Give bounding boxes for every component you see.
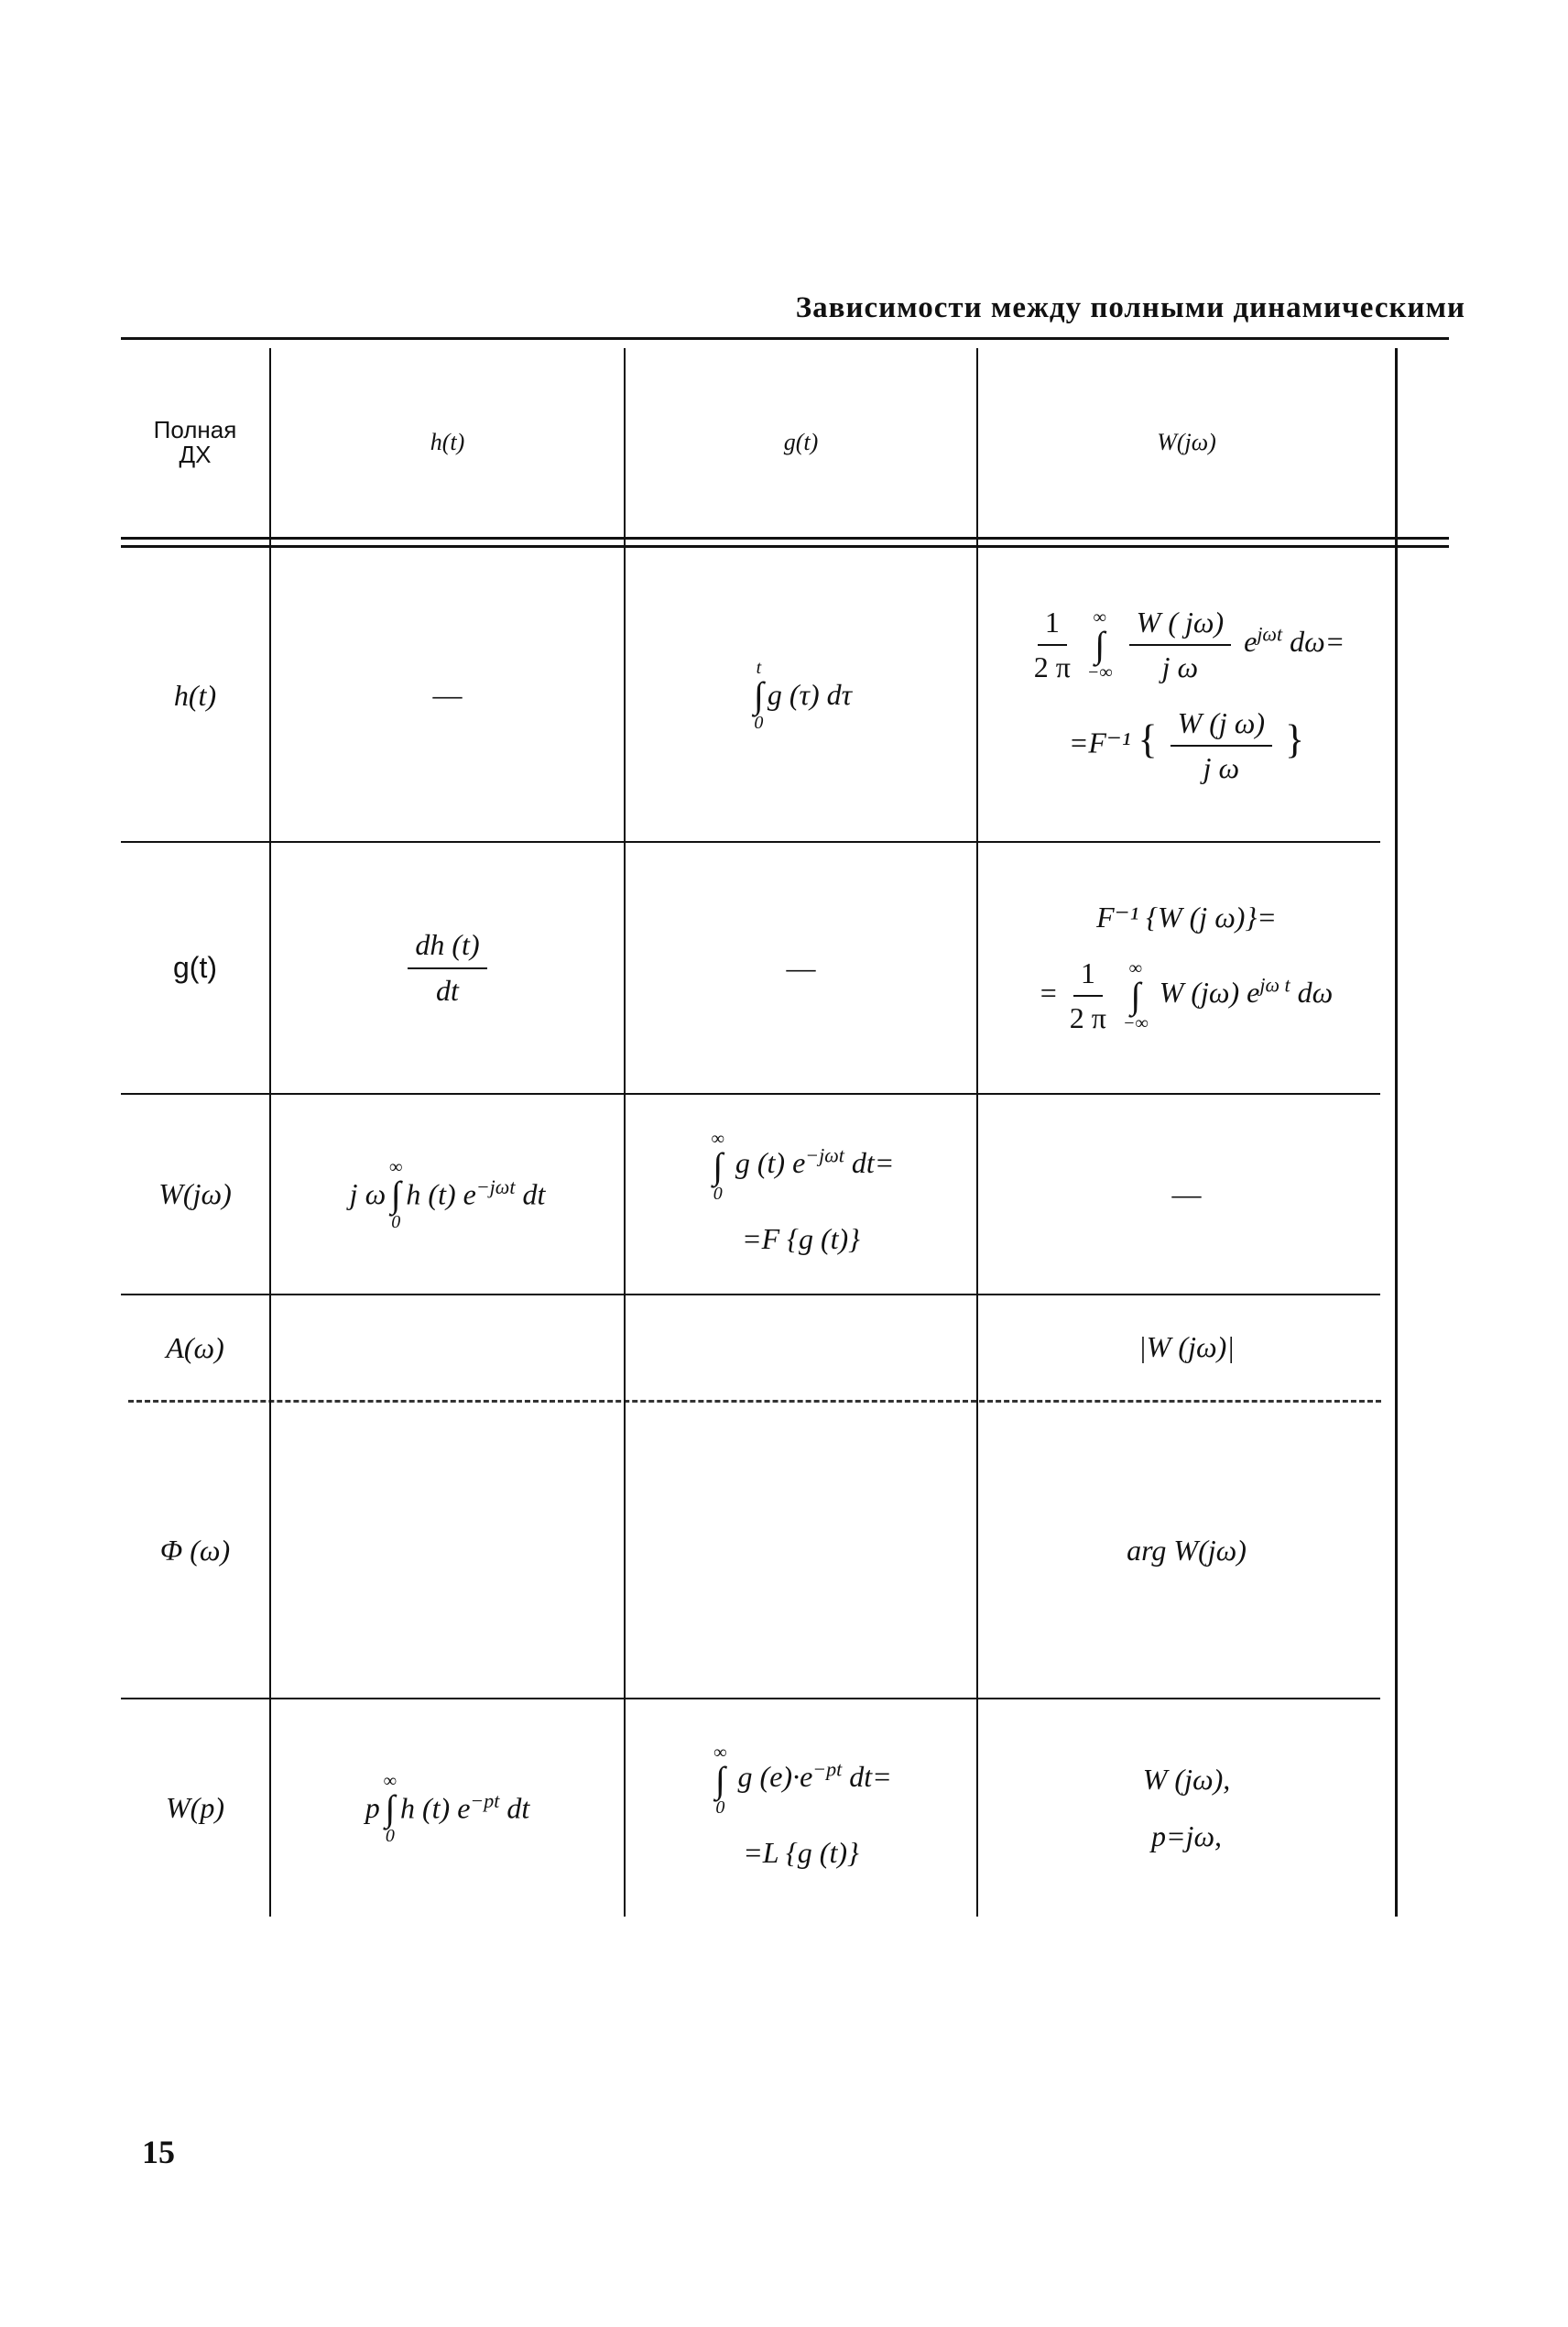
laplace-line: =L {g (t)} [743, 1835, 859, 1869]
cell-h-from-w: $\frac{1}{2 \pi}$ ∞ ∫ −∞ $\frac{W ( j\omega)}{\text{j ω}}$ $e^{j\omega t}$ dω= =F⁻¹ { $\frac{\text{W (j ω)}}{\text{j ω}}$ } [978, 550, 1395, 841]
integral-upper: ∞ [389, 1156, 403, 1177]
substitution-line-1: W (jω), [1142, 1763, 1231, 1797]
column-header-g: g(t) [783, 429, 819, 455]
lead-fraction [1070, 954, 1106, 1038]
integrand-tail: h (t) $e^{-pt}$ dt [400, 1789, 530, 1825]
frac-num: W ( jω) [1129, 603, 1231, 646]
corner-header: Полная ДХ [153, 415, 237, 468]
integral-upper: ∞ [383, 1770, 397, 1791]
row-header-p: W(p) [166, 1791, 224, 1824]
row-header-g: g(t) [173, 951, 217, 984]
cell-p-from-g [626, 1699, 976, 1917]
table-caption: Зависимости между полными динамическими [795, 291, 1465, 324]
integrand-fraction [1129, 603, 1231, 687]
row-rule-dashed [128, 1400, 1381, 1403]
integral-upper: ∞ [1093, 606, 1106, 628]
header-double-rule-bottom [121, 545, 1449, 548]
integral-upper: ∞ [1128, 958, 1142, 979]
integral-upper: t [756, 658, 762, 678]
frac-num: dh (t) [408, 925, 486, 968]
cell-w-from-g [626, 1095, 976, 1294]
cell-g-from-h [271, 843, 624, 1093]
integral-sign: ∞ ∫ 0 [389, 1156, 403, 1232]
integrand-tail: g (t) $e^{-j\omega t}$ dt= [735, 1143, 895, 1180]
derivative-fraction [408, 925, 486, 1010]
integral-sign: t ∫ 0 [753, 658, 764, 733]
row-header-a: A(ω) [166, 1330, 224, 1364]
integrand-tail: g $(e)\cdot e^{-pt}$ dt= [737, 1757, 892, 1794]
cell-g-from-w: F⁻¹ {W (j ω)}= = $\frac{1}{2 \pi}$ ∞ ∫ −∞ W (jω) $e^{j\omega t}$ dω [978, 843, 1395, 1093]
integral-lower: 0 [385, 1825, 395, 1846]
integral-sign: ∞ ∫ 0 [711, 1128, 724, 1204]
substitution-line-2: p=jω, [1150, 1819, 1223, 1852]
integral-lower: −∞ [1122, 1013, 1149, 1034]
dash-mark: — [432, 678, 463, 712]
integral-upper: ∞ [711, 1128, 724, 1149]
integral-lower: 0 [391, 1211, 401, 1232]
lead-num: 1 [1073, 954, 1103, 997]
integral-upper: ∞ [713, 1742, 727, 1763]
integrand: g (τ) dτ [767, 678, 853, 712]
cell-phi-from-w [978, 1404, 1395, 1698]
amplitude-expression: |W (jω)| [1138, 1330, 1236, 1364]
prefix: j ω [349, 1176, 387, 1210]
inverse-fourier-prefix: =F⁻¹ [1068, 726, 1131, 759]
inverse-fourier-fraction [1171, 704, 1272, 788]
integral-sign: ∞ ∫ 0 [713, 1742, 727, 1818]
lead-fraction [1034, 603, 1071, 687]
integral-lower: 0 [754, 713, 764, 733]
frac-num: W (j ω) [1171, 704, 1272, 747]
fourier-line: =F {g (t)} [742, 1221, 860, 1255]
integral-sign: ∞ ∫ −∞ [1122, 958, 1149, 1034]
integral-lower: 0 [715, 1797, 725, 1818]
integral-lower: 0 [713, 1183, 723, 1204]
integrand-tail: $e^{j\omega t}$ dω= [1244, 622, 1345, 659]
phase-expression: arg W(jω) [1127, 1533, 1247, 1567]
header-double-rule-top [121, 537, 1449, 540]
column-header-h: h(t) [430, 429, 465, 455]
integrand-tail: h (t) $e^{-j\omega t}$ dt [406, 1175, 546, 1211]
integral-sign: ∞ ∫ 0 [383, 1770, 397, 1846]
cell-w-from-w [978, 1095, 1395, 1294]
cell-w-from-h [271, 1095, 624, 1294]
lead-den: 2 π [1069, 1001, 1106, 1035]
top-rule [121, 337, 1449, 340]
cell-p-from-h [271, 1699, 624, 1917]
dash-mark: — [1171, 1176, 1202, 1210]
prefix: p [365, 1790, 380, 1824]
row-header-w: W(jω) [158, 1177, 232, 1210]
cell-p-from-w [978, 1699, 1395, 1917]
integral-lower: −∞ [1086, 661, 1113, 683]
lead-den: 2 π [1033, 650, 1071, 683]
cell-h-from-g [626, 550, 976, 841]
cell-h-from-h [271, 550, 624, 841]
frac-den: dt [436, 973, 459, 1007]
column-header-w: W(jω) [1157, 429, 1216, 455]
integral-sign: ∞ ∫ −∞ [1086, 606, 1113, 683]
page-number: 15 [142, 2134, 175, 2170]
column-rule-right [1395, 348, 1398, 1917]
cell-g-from-g [626, 843, 976, 1093]
frac-den: j ω [1203, 751, 1240, 785]
row-header-h: h(t) [173, 678, 217, 712]
cell-a-from-w [978, 1295, 1395, 1400]
inverse-fourier-line: F⁻¹ {W (j ω)}= [1096, 900, 1277, 934]
integrand-tail: W (jω) $e^{j\omega t}$ dω [1159, 973, 1334, 1010]
row-header-phi: Φ (ω) [159, 1534, 231, 1567]
dash-mark: — [786, 950, 816, 984]
frac-den: j ω [1161, 650, 1199, 683]
lead-num: 1 [1038, 603, 1067, 646]
